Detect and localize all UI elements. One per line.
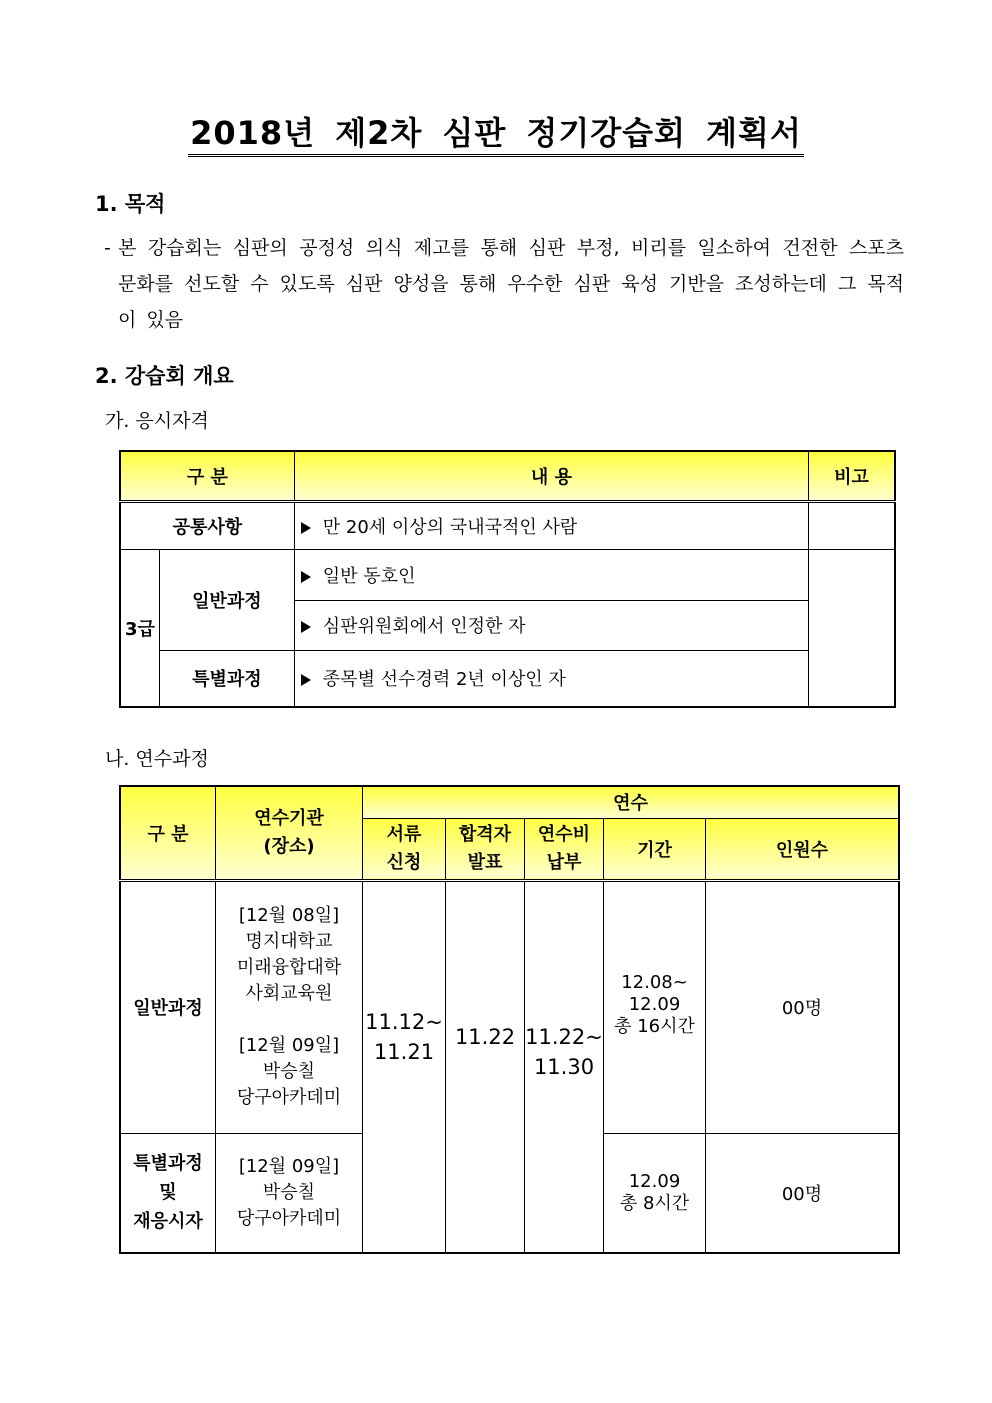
inst-line: 박승칠	[262, 1061, 316, 1082]
subsection-training: 나. 연수과정	[105, 748, 209, 770]
header-category: 구 분	[120, 786, 216, 880]
section2-heading: 2. 강습회 개요	[95, 364, 234, 388]
apply-dates	[363, 880, 446, 1253]
special-content	[294, 650, 808, 707]
period-line: 12.09	[628, 994, 681, 1015]
inst-line: 명지대학교	[245, 931, 333, 952]
inst-spacer	[216, 1007, 362, 1033]
section1-paragraph	[104, 230, 904, 338]
header-fee-line2: 납부	[546, 851, 582, 873]
header-institution-line2: (장소)	[263, 835, 315, 857]
header-fee	[525, 818, 604, 880]
special-period	[604, 1133, 706, 1253]
row-common-content	[294, 501, 808, 549]
section1-heading: 1. 목적	[95, 192, 166, 216]
header-institution	[216, 786, 363, 880]
general-content-2	[294, 600, 808, 650]
triangle-bullet-icon	[301, 571, 311, 583]
special-course-label	[120, 1133, 216, 1253]
special-label-line: 및	[159, 1182, 177, 1204]
header-category: 구 분	[120, 451, 294, 501]
header-pass-line2: 발표	[467, 851, 503, 873]
header-apply	[363, 818, 446, 880]
purpose-text: 본 강습회는 심판의 공정성 의식 제고를 통해 심판 부정, 비리를 일소하여 건전한 스포츠 문화를 선도할 수 있도록 심판 양성을 통해 우수한 심판 육성 기반을 조성하는데 그 목적이 있음	[118, 237, 904, 331]
header-apply-line2: 신청	[386, 851, 422, 873]
subsection-eligibility: 가. 응시자격	[105, 410, 209, 432]
general-people: 00명	[706, 880, 900, 1133]
header-institution-line1: 연수기관	[254, 807, 324, 829]
row-common-note	[809, 501, 895, 549]
grade-note	[809, 549, 895, 707]
general-institution	[216, 880, 363, 1133]
general-text-2: 심판위원회에서 인정한 자	[322, 616, 526, 637]
inst-line: 당구아카데미	[236, 1207, 342, 1229]
header-period: 기간	[604, 818, 706, 880]
training-table	[119, 785, 900, 1254]
grade-label: 3급	[120, 549, 159, 707]
fee-dates	[525, 880, 604, 1253]
inst-line: 당구아카데미	[236, 1087, 342, 1108]
triangle-bullet-icon	[301, 522, 311, 534]
period-line: 12.09	[628, 1170, 681, 1192]
inst-line: 미래융합대학	[236, 957, 342, 978]
fee-date-line1: 11.22~	[525, 1024, 603, 1049]
document-title-wrap	[0, 108, 992, 154]
inst-line: [12월 08일]	[238, 905, 340, 926]
special-label-line: 특별과정	[133, 1153, 203, 1175]
general-course-label: 일반과정	[159, 549, 294, 650]
general-period	[604, 880, 706, 1133]
row-common-label: 공통사항	[120, 501, 294, 549]
header-apply-line1: 서류	[386, 823, 422, 845]
header-training: 연수	[363, 786, 900, 818]
inst-line: [12월 09일]	[238, 1155, 340, 1177]
pass-date: 11.22	[446, 880, 525, 1253]
inst-line: 박승칠	[262, 1181, 316, 1203]
eligibility-table	[119, 450, 896, 708]
header-pass-line1: 합격자	[458, 823, 512, 845]
period-line: 총 8시간	[619, 1192, 690, 1214]
header-note: 비고	[809, 451, 895, 501]
general-text-1: 일반 동호인	[322, 565, 416, 587]
special-label-line: 재응시자	[133, 1211, 203, 1233]
triangle-bullet-icon	[301, 621, 311, 633]
period-line: 12.08~	[621, 972, 688, 993]
special-text: 종목별 선수경력 2년 이상인 자	[322, 669, 566, 691]
inst-line: [12월 09일]	[238, 1035, 340, 1056]
special-people: 00명	[706, 1133, 900, 1253]
header-pass	[446, 818, 525, 880]
header-content: 내 용	[294, 451, 808, 501]
header-fee-line1: 연수비	[537, 823, 591, 845]
apply-date-line2: 11.21	[373, 1039, 435, 1064]
special-institution	[216, 1133, 363, 1253]
general-content-1	[294, 549, 808, 600]
document-title: 2018년 제2차 심판 정기강습회 계획서	[188, 114, 804, 157]
fee-date-line2: 11.30	[533, 1054, 595, 1079]
apply-date-line1: 11.12~	[365, 1009, 443, 1034]
common-text: 만 20세 이상의 국내국적인 사람	[322, 516, 578, 538]
header-people: 인원수	[706, 818, 900, 880]
period-line: 총 16시간	[614, 1016, 695, 1037]
triangle-bullet-icon	[301, 674, 311, 686]
general-course-label: 일반과정	[120, 880, 216, 1133]
special-course-label: 특별과정	[159, 650, 294, 707]
bullet-dash: -	[104, 237, 111, 259]
inst-line: 사회교육원	[245, 983, 333, 1004]
